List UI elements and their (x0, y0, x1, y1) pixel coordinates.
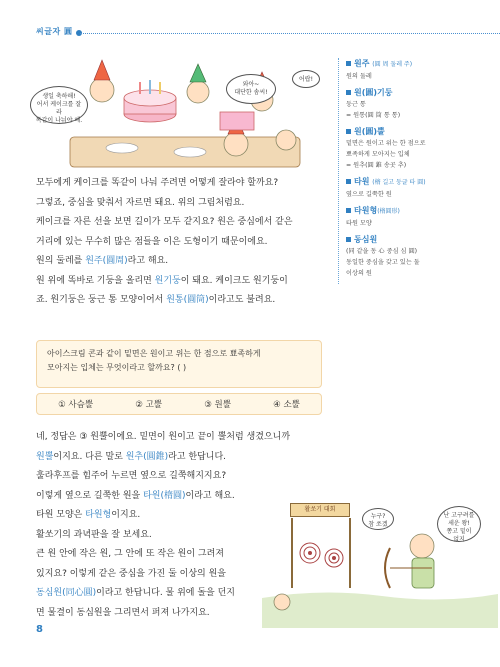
birthday-cake-illustration (30, 52, 320, 170)
glossary-term (346, 87, 488, 99)
bullet-square-icon (346, 237, 351, 242)
gloss-line: 밑면은 원이고 위는 한 점으로 (346, 140, 426, 147)
text-span: 라고 한답니다. (168, 451, 227, 462)
text-span: 이라고도 불려요. (208, 295, 276, 305)
body-line (36, 252, 326, 272)
text-span: 이지요. (111, 510, 141, 520)
gloss-line: = 원통(圓 筒 통 통) (346, 112, 401, 119)
text-span: 이지요. 다른 말로 (53, 451, 126, 462)
text-span: 원 위에 똑바로 기둥을 올리면 (36, 275, 155, 286)
term-wongidung: 원기둥 (154, 275, 181, 286)
quiz-option-1[interactable]: ① 사슴뿔 (58, 400, 94, 410)
gloss-line: 타원 모양 (346, 220, 372, 227)
gloss-line: 뾰족하게 모아지는 입체 (346, 151, 410, 158)
body-line (36, 448, 326, 468)
bullet-square-icon (346, 90, 351, 95)
text-span: 이 돼요. 케이크도 원기둥이 (180, 275, 288, 286)
term-wonchu: 원추(圓錐) (125, 451, 169, 462)
term-text: 원(圓)기둥 (354, 88, 393, 97)
glossary-entry (346, 176, 488, 200)
text-span: 라고 해요. (127, 256, 169, 266)
text-span: 타원 모양은 (36, 510, 86, 520)
body-line: 모두에게 케이크를 똑같이 나눠 주려면 어떻게 잘라야 할까요? (36, 178, 279, 188)
glossary-term (346, 126, 488, 138)
intro-paragraph (36, 174, 326, 311)
quiz-question-line: 아이스크림 콘과 같이 밑면은 원이고 위는 한 점으로 뾰족하게 (47, 349, 261, 358)
glossary-term (346, 234, 488, 246)
term-text: 원주 (354, 59, 370, 68)
term-wonppul: 원뿔 (36, 451, 54, 462)
gloss-line: 둥근 통 (346, 101, 366, 108)
glossary-sidebar (338, 58, 488, 284)
gloss-line: (同 같을 동 心 중심 심 圓) (346, 248, 418, 255)
glossary-term (346, 176, 488, 189)
body-line: 큰 원 안에 작은 원, 그 안에 또 작은 원이 그려져 (36, 549, 224, 559)
body-line: 네, 정답은 ③ 원뿔이에요. 밑면이 원이고 끝이 뿔처럼 생겼으니까 (36, 432, 291, 442)
archery-contest-sign: 활쏘기 대회 (290, 503, 350, 517)
glossary-term (346, 205, 488, 218)
header-divider (80, 33, 500, 34)
gloss-line: = 원추(圓 錐 송곳 추) (346, 162, 407, 169)
speech-bubble-king: 난 고구려를 세운 왕! 쫑고 밑이 없지 (437, 506, 481, 542)
quiz-option-2[interactable]: ② 고뿔 (135, 400, 162, 410)
term-text: 타원형 (354, 206, 378, 215)
speech-bubble-middle: 와아~ 대단한 솜씨! (226, 74, 276, 104)
term-text: 동심원 (354, 235, 378, 244)
term-hanja: (圓 周 둘레 주) (372, 61, 413, 68)
quiz-option-4[interactable]: ④ 소뿔 (273, 400, 300, 410)
glossary-term (346, 58, 488, 71)
quiz-option-3[interactable]: ③ 원뿔 (204, 400, 231, 410)
glossary-entry (346, 87, 488, 121)
body-line: 케이크를 자른 선을 보면 길이가 모두 같지요? 원은 중심에서 같은 (36, 217, 293, 227)
bullet-square-icon (346, 179, 351, 184)
term-hanja: (楕 길고 둥글 타 圓) (372, 179, 426, 186)
text-span: 이라고 한답니다. 물 위에 돌을 던지 (96, 588, 235, 598)
term-text: 타원 (354, 177, 370, 186)
quiz-question-line: 모아지는 입체는 무엇이라고 할까요? ( ) (47, 363, 187, 372)
body-line: 그렇죠, 중심을 맞춰서 자르면 돼요. 위의 그림처럼요. (36, 197, 245, 208)
glossary-entry (346, 126, 488, 171)
body-line: 활쏘기의 과녁판을 잘 보세요. (36, 529, 152, 540)
term-tawonhyeong: 타원형 (85, 510, 112, 520)
body-line: 있지요? 이렇게 같은 중심을 가진 둘 이상의 원을 (36, 568, 226, 579)
gloss-line: 이상의 원 (346, 270, 372, 277)
term-text: 원(圓)뿔 (354, 127, 385, 136)
term-hanja: (楕圓形) (377, 208, 400, 215)
bullet-square-icon (346, 129, 351, 134)
glossary-entry (346, 234, 488, 279)
body-line (36, 272, 326, 292)
running-header (0, 26, 500, 40)
gloss-line: 동일한 중심을 갖고 있는 둘 (346, 259, 420, 266)
term-dongsimwon: 동심원(同心圓) (36, 588, 97, 598)
speech-bubble-who: 누구? 참 쏘겠 (362, 508, 394, 530)
term-tawon: 타원(楕圓) (143, 490, 186, 501)
text-span: 죠. 원기둥은 둥근 통 모양이어서 (36, 295, 167, 305)
term-wontong: 원통(圓筒) (166, 295, 209, 305)
term-wonju: 원주(圓周) (85, 256, 128, 266)
quiz-options (36, 393, 322, 415)
page-number: 8 (36, 624, 43, 635)
speech-bubble-right: 어랍! (292, 70, 320, 88)
body-line: 거리에 있는 무수히 많은 점들을 이은 도형이기 때문이에요. (36, 236, 268, 247)
archery-illustration (262, 478, 498, 628)
text-span: 이라고 해요. (185, 490, 235, 501)
speech-bubble-left: 생일 축하해! 어서 케이크를 잘라 똑같이 나눠야 해. (30, 86, 88, 124)
bullet-square-icon (346, 61, 351, 66)
gloss-line: 옆으로 길쭉한 원 (346, 191, 392, 198)
text-span: 이렇게 옆으로 길쭉한 원을 (36, 490, 144, 501)
body-line (36, 291, 326, 311)
gloss-line: 원의 둘레 (346, 73, 372, 80)
quiz-box (36, 340, 322, 388)
glossary-entry (346, 205, 488, 229)
chapter-label: 씨글자 圓 (36, 27, 73, 36)
target-icon (300, 543, 320, 563)
bullet-square-icon (346, 208, 351, 213)
body-line: 면 물결이 동심원을 그리면서 퍼져 나가지요. (36, 607, 210, 618)
text-span: 원의 둘레를 (36, 256, 86, 266)
body-line: 훌라후프를 힘주어 누르면 옆으로 길쭉해지지요? (36, 471, 227, 481)
glossary-entry (346, 58, 488, 82)
archery-scene-drawing (262, 478, 498, 628)
